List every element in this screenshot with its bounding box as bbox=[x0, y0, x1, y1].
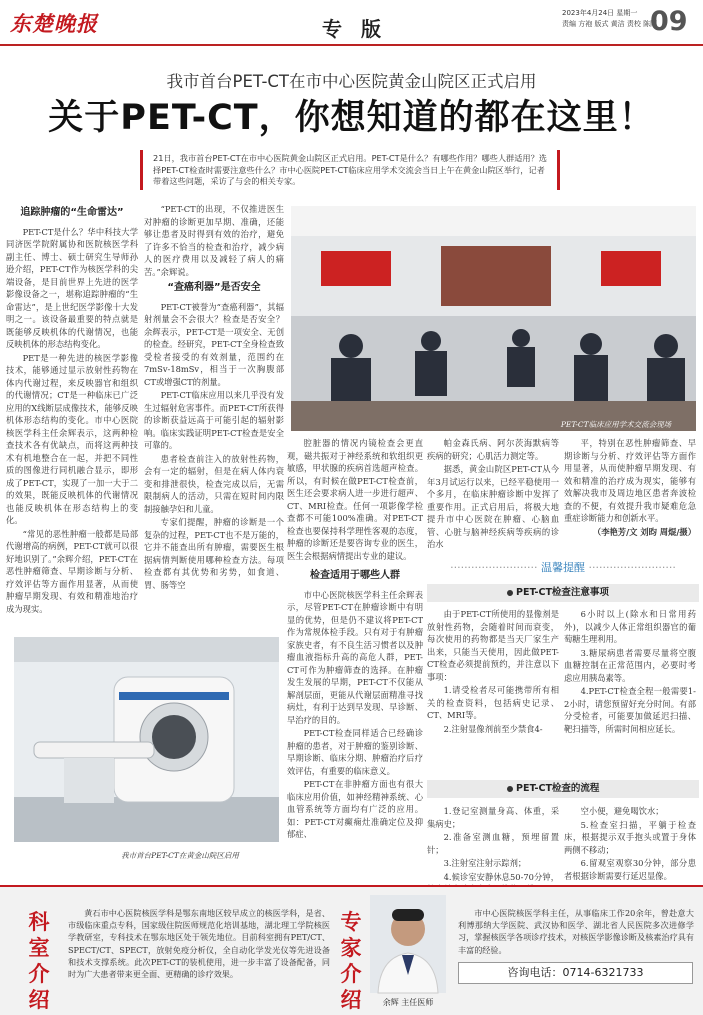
paragraph: 空小便，避免喝饮水； bbox=[580, 806, 664, 816]
paragraph: PET-CT检查同样适合已经确诊肿瘤的患者，对于肿瘤的鉴别诊断、早期诊断、临床分期、肿瘤治疗后疗效评估，有重要的临床意义。 bbox=[287, 728, 423, 776]
paragraph: PET是一种先进的核医学影像技术，能够通过显示放射性药物在体内代谢过程，来反映器官和组织的代谢情况；CT是一种临床已广泛应用的X线断层成像技术，能够反映机体形态结构的变化。市中心医院核医学科主任余辉表示，这两种检查技术各有优缺点，而将这两种技术有机地整合在一起，并把不同性质的图像进行同机融合显示，即形成了PET-CT，实现了一加一大于二的效果，既能反映机体的代谢情况也能反映机体在形态结构上的变化。 bbox=[6, 352, 138, 525]
footer-panel bbox=[0, 885, 703, 1015]
conference-photo-image bbox=[291, 206, 696, 431]
conference-photo bbox=[291, 206, 696, 431]
section-heading: “查癌利器”是否安全 bbox=[167, 282, 261, 293]
section-heading: 检查适用于哪些人群 bbox=[310, 570, 400, 581]
petct-machine-photo bbox=[14, 637, 279, 842]
article-column-3 bbox=[287, 437, 423, 882]
tips-section-2-title-text: PET-CT检查的流程 bbox=[516, 783, 600, 794]
paragraph: 由于PET-CT所使用的显像剂是放射性药物，会随着时间而衰变，每次使用的药物都是当天厂家生产出来，只能当天使用，因此做PET-CT检查必须提前预约，并注意以下事项： bbox=[427, 609, 559, 682]
section-heading: 追踪肿瘤的“生命雷达” bbox=[20, 207, 124, 218]
lead-paragraph: 21日，我市首台PET-CT在市中心医院黄金山院区正式启用。PET-CT是什么？有哪些作用？哪些人群适用？选择PET-CT检查时需要注意些什么？市中心医院PET-CT临床应用学术交流会当日上午在黄金山院区举行，记者带着这些问题，采访了与会的相关专家。 bbox=[140, 150, 560, 190]
paragraph: 4.候诊室安静休息50-70分钟， bbox=[443, 871, 559, 882]
paragraph: 据悉，黄金山院区PET-CT从今年3月试运行以来，已经平稳使用一个多月，在临床肿瘤诊断中发挥了重要作用。正式启用后，将极大地提升市中心医院在肿瘤、心脑血管、心脏与脑神经疾病等疾病的诊治水 bbox=[427, 464, 559, 549]
tips-section-1-title bbox=[427, 584, 699, 602]
tips-section-2-title bbox=[427, 780, 699, 798]
paragraph: 5.检查室扫描，平躺于检查床，根据提示双手抱头或置于身体两侧不移动； bbox=[564, 819, 696, 855]
paragraph: 3.注射室注射示踪剂； bbox=[443, 858, 527, 868]
expert-portrait-image bbox=[370, 895, 446, 993]
tips-banner-label: 温馨提醒 bbox=[541, 561, 585, 574]
paragraph: 黄石市中心医院核医学科是鄂东南地区较早成立的核医学科，是省、市级临床重点专科，国家级住院医师规范化培训基地，湖北理工学院核医学教研室，专科技术在鄂东地区处于领先地位。目前科室拥有PET/CT、SPECT/CT、SPECT，放射免疫分析仪，全自动化学发光仪等先进设备和技术支撑系统。此次PET-CT的装机使用，进一步丰富了设备配备，同时为广大患者带来更全面、更精确的诊疗效果。 bbox=[68, 908, 330, 980]
petct-machine-image bbox=[14, 637, 279, 842]
paragraph: 1.请受检者尽可能携带所有相关的检查资料，包括病史记录、CT、MRI等。 bbox=[427, 685, 559, 720]
bullet-dot-icon bbox=[507, 590, 513, 596]
article-column-1 bbox=[6, 203, 138, 633]
section-title: 专 版 bbox=[322, 17, 387, 41]
article-column-4 bbox=[427, 437, 559, 555]
paragraph: 平，特别在恶性肿瘤筛查、早期诊断与分析、疗效评估等方面作用显著，从而使肿瘤早期发现、有效和精准的治疗成为现实，能够有效解决我市及周边地区患者奔波检查的不便，有效提升我市疑难危急重症诊断能力和创新水平。 bbox=[564, 438, 696, 523]
masthead bbox=[0, 0, 703, 46]
photo-caption: PET-CT临床应用学术交流会现场 bbox=[560, 420, 672, 429]
expert-intro-label: 专家介绍 bbox=[340, 910, 362, 1012]
paragraph: 市中心医院核医学科主任，从事临床工作20余年，曾赴意大利博那纳大学医院、武汉协和医学、湖北省人民医院多次进修学习，掌握核医学各项诊疗技术，对核医学影像诊断及核素治疗具有丰富的经验。 bbox=[458, 908, 694, 955]
issue-date: 2023年4月24日 星期一 bbox=[562, 9, 638, 17]
bullet-dot-icon bbox=[507, 786, 513, 792]
paragraph: 患者检查前注入的放射性药物，会有一定的辐射，但是在病人体内衰变和排泄很快，检查完成以后，无需限制病人的活动，只需在短时间内限制接触孕妇和儿童。 bbox=[144, 453, 284, 514]
paragraph: 6.留观室观察30分钟，部分患者根据诊断需要行延迟显像。 bbox=[564, 858, 696, 881]
paragraph: 帕金森氏病、阿尔茨海默病等疾病的研究；心肌活力测定等。 bbox=[427, 438, 559, 461]
dept-intro-text bbox=[68, 907, 330, 1007]
dateline bbox=[562, 8, 657, 30]
tips-section-2-left bbox=[427, 805, 559, 883]
paragraph: 市中心医院核医学科主任余辉表示，尽管PET-CT在肿瘤诊断中有明显的优势，但是仍不建议将PET-CT作为常规体检手段。只有对于有肿瘤家族史者，有不良生活习惯者以及肿瘤血液指标升高的高危人群，PET-CT可作为肿瘤筛查的选择。在肿瘤发生发展的早期，PET-CT不仅能从解剖层面，更能从代谢层面精准寻找病灶，有利于达到早发现、早诊断、早治疗的目的。 bbox=[287, 589, 423, 725]
newspaper-logo: 东楚晚报 bbox=[10, 11, 98, 36]
expert-caption: 余辉 主任医师 bbox=[382, 998, 434, 1007]
paragraph: “PET-CT的出现，不仅推进医生对肿瘤的诊断更加早期、准确，还能够让患者及时得到有效的治疗，避免了许多不恰当的检查和治疗，减少病人的医疗费用以及减轻了病人的痛苦。”余辉说。 bbox=[144, 204, 284, 277]
paragraph: PET-CT被誉为“查癌利器”，其辐射剂量会不会很大？检查是否安全？余辉表示，PET-CT是一项安全、无创的检查。经研究，PET-CT全身检查致受检者接受的有效剂量，范围约在7mSv-18mSv，相当于一次胸腹部CT或增强CT的剂量。 bbox=[144, 301, 284, 387]
photo-caption: 我市首台PET-CT在黄金山院区启用 bbox=[121, 851, 239, 860]
paragraph: 1.登记室测量身高、体重，采集病史； bbox=[427, 806, 559, 829]
paragraph: PET-CT临床应用以来几乎没有发生过辐射危害事件。而PET-CT所获得的诊断获益远高于可能引起的辐射影响。临床实践证明PET-CT检查是安全可靠的。 bbox=[144, 390, 284, 450]
paragraph: 3.糖尿病患者需要尽量将空腹血糖控制在正常范围内，必要时考虑应用胰岛素等。 bbox=[564, 647, 696, 683]
article-headline: 关于PET-CT，你想知道的都在这里！ bbox=[48, 98, 655, 138]
dept-intro-label: 科室介绍 bbox=[28, 910, 50, 1012]
consult-phone: 咨询电话：0714-6321733 bbox=[458, 962, 693, 984]
article-subtitle: 我市首台PET-CT在市中心医院黄金山院区正式启用 bbox=[166, 72, 537, 91]
page-number: 09 bbox=[650, 6, 688, 37]
paragraph: 6小时以上(除水和日常用药外)，以减少人体正常组织器官的葡萄糖生理利用。 bbox=[564, 609, 696, 644]
article-column-2 bbox=[144, 203, 284, 633]
expert-portrait bbox=[370, 895, 446, 993]
paragraph: PET-CT是什么？华中科技大学同济医学院附属协和医院核医学科副主任、博士、硕士研究生导师孙逊介绍，PET-CT作为核医学科的尖端设备，是目前世界上先进的医学影像设备之一，堪称追踪肿瘤的“生命雷达”，是上世纪医学影像十大发明之一。该设备最重要的特点就是既能够反映机体的代谢情况，也能反映机体的形态结构变化。 bbox=[6, 226, 138, 349]
paragraph: 腔脏器的情况内镜检查会更直观，磁共振对于神经系统和软组织更敏感，甲状腺的疾病首选超声检查。所以，有时候在做PET-CT检查前，医生还会要求病人进一步进行超声、CT、MRI检查。任何一项影像学检查都不可能100%准确。对PET-CT检查也要保持科学理性客观的态度，肿瘤的诊断还是要咨询专业的医生，医生会根据病情提出专业的建议。 bbox=[287, 438, 423, 561]
paragraph: 2.注射显像剂前至少禁食4- bbox=[443, 723, 543, 734]
editor-credits: 责编 方袍 版式 黄洁 责校 陈刚 bbox=[562, 20, 658, 28]
paragraph: 2.准备室测血糖，预埋留置针； bbox=[427, 832, 559, 855]
tips-section-1-left bbox=[427, 608, 559, 773]
expert-intro-text bbox=[458, 907, 694, 969]
paragraph: 专家们提醒，肿瘤的诊断是一个复杂的过程，PET-CT也不是万能的，它并不能查出所有肿瘤，需要医生根据病情判断使用哪种检查方法。每项检查都有其优势和劣势，如食道、胃、肠等空 bbox=[144, 517, 284, 590]
tips-section-1-title-text: PET-CT检查注意事项 bbox=[516, 587, 609, 598]
article-column-5 bbox=[564, 437, 696, 555]
tips-section-1-right bbox=[564, 608, 696, 773]
paragraph: PET-CT在非肿瘤方面也有很大临床应用价值，如神经精神系统、心血管系统等方面均有广泛的应用。如：PET-CT对癫痫灶准确定位及抑郁症、 bbox=[287, 779, 423, 839]
byline: （李艳芳/文 刘昀 周焜/摄） bbox=[592, 526, 696, 537]
tips-section-2-right bbox=[564, 805, 696, 883]
paragraph: 4.PET-CT检查全程一般需要1-2小时，请您预留好充分时间。有部分受检者，可能要加做延迟扫描、靶扫描等，所需时间相应延长。 bbox=[564, 686, 696, 734]
paragraph: “常见的恶性肿瘤一般都是局部代谢增高的病例，PET-CT就可以很好地识别了。”余辉介绍，PET-CT在恶性肿瘤筛查、早期诊断与分析、疗效评估等方面作用显著，从而使肿瘤早期发现、有效和精准地治疗成为现实。 bbox=[6, 528, 138, 614]
tips-banner: ························· 温馨提醒 ························· bbox=[450, 561, 676, 574]
